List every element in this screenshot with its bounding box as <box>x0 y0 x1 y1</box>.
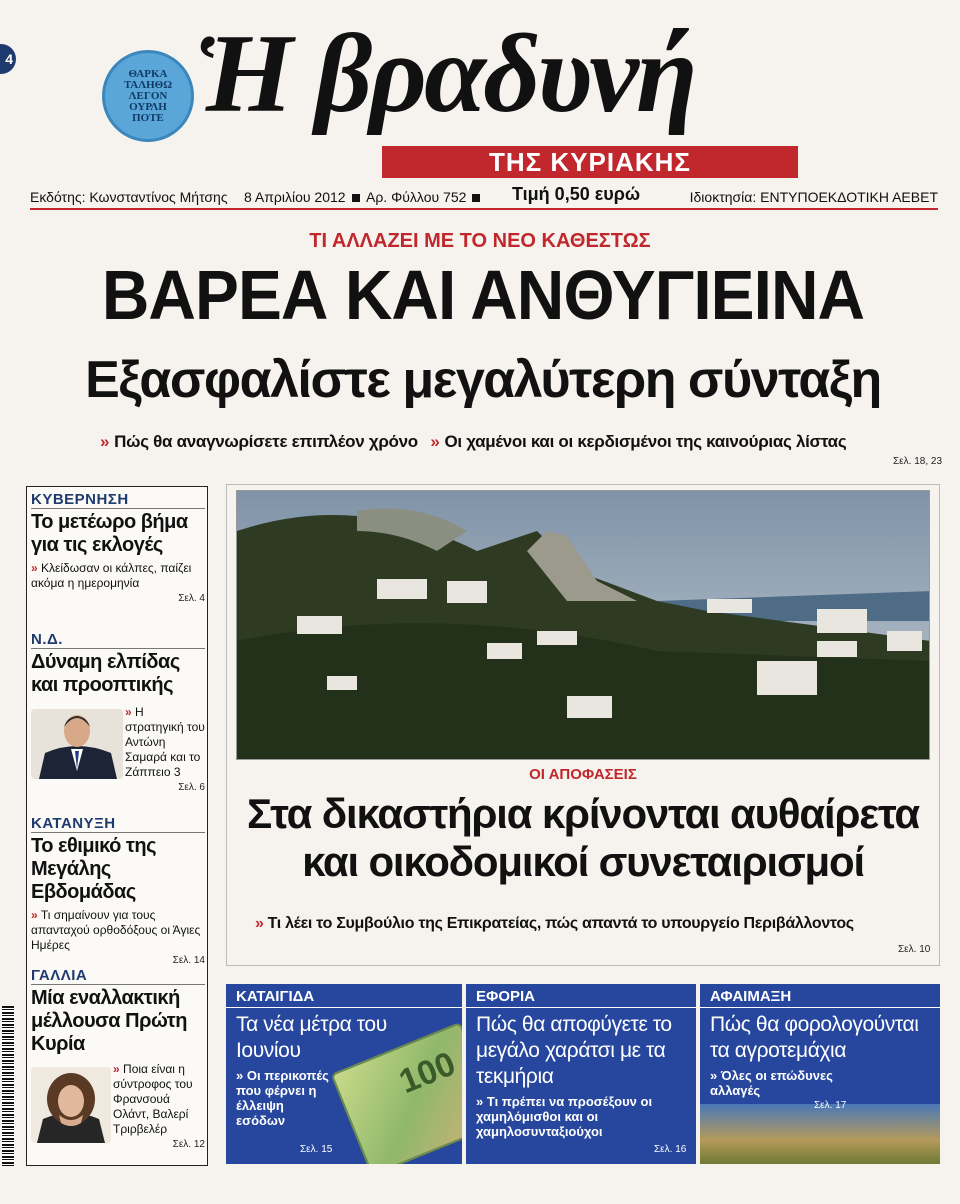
arrow-icon: » <box>710 1068 718 1083</box>
banknote-value: 100 <box>393 1044 461 1102</box>
lead-kicker: ΤΙ ΑΛΛΑΖΕΙ ΜΕ ΤΟ ΝΕΟ ΚΑΘΕΣΤΩΣ <box>309 230 651 252</box>
box-afaimaxi[interactable] <box>700 984 940 1164</box>
story-text: » Τι λέει το Συμβούλιο της Επικρατείας, πώς απαντά το υπουργείο Περιβάλλοντος <box>255 915 854 932</box>
box-eforia[interactable] <box>466 984 696 1164</box>
lead-bullets <box>100 432 846 452</box>
price: Τιμή 0,50 ευρώ <box>512 184 641 204</box>
arrow-icon: » <box>430 432 440 451</box>
section-title[interactable]: Το μετέωρο βήμα για τις εκλογές <box>31 511 188 556</box>
section-title[interactable]: Το εθιμικό της Μεγάλης Εβδομάδας <box>31 835 156 903</box>
arrow-icon: » <box>255 915 264 932</box>
box-text: » Τι πρέπει να προσέξουν οι χαμηλόμισθοι και οι χαμηλοσυνταξιούχοι <box>476 1094 653 1139</box>
issue-date: 8 Απριλίου 2012 <box>244 189 366 205</box>
farmland-image <box>700 1104 940 1164</box>
section-page-ref: Σελ. 14 <box>172 955 205 966</box>
story-title[interactable]: Στα δικαστήρια κρίνονται αυθαίρετα και οικοδομικοί συνεταιρισμοί <box>247 790 919 885</box>
newspaper-subtitle: ΤΗΣ ΚΥΡΙΑΚΗΣ <box>382 146 798 178</box>
box-title[interactable]: Πώς θα αποφύγετε το μεγάλο χαράτσι με τα τεκμήρια <box>476 1013 672 1088</box>
story-page-ref: Σελ. 10 <box>898 944 931 955</box>
story-kicker: ΟΙ ΑΠΟΦΑΣΕΙΣ <box>529 766 637 783</box>
portrait-man-photo <box>31 709 123 779</box>
section-title[interactable]: Μία εναλλακτική μέλλουσα Πρώτη Κυρία <box>31 987 187 1055</box>
arrow-icon: » <box>100 432 110 451</box>
section-category: ΚΑΤΑΝΥΞΗ <box>31 815 205 833</box>
box-page-ref: Σελ. 15 <box>300 1144 333 1155</box>
arrow-icon: » <box>125 705 132 719</box>
section-page-ref: Σελ. 4 <box>178 593 205 604</box>
masthead <box>0 0 960 215</box>
box-category: ΚΑΤΑΙΓΙΔΑ <box>226 984 462 1008</box>
square-bullet-icon <box>472 194 480 202</box>
arrow-icon: » <box>31 561 38 575</box>
section-text: » Ποια είναι η σύντροφος του Φρανσουά Ολάντ, Βαλερί Τριρβελέρ <box>113 1062 193 1136</box>
lead-bullet: Οι χαμένοι και οι κερδισμένοι της καινούριας λίστας <box>444 432 847 451</box>
section-category: ΓΑΛΛΙΑ <box>31 967 205 985</box>
box-title[interactable]: Πώς θα φορολογούνται τα αγροτεμάχια <box>710 1013 919 1062</box>
lead-subheadline[interactable]: Εξασφαλίστε μεγαλύτερη σύνταξη <box>85 351 881 409</box>
arrow-icon: » <box>31 908 38 922</box>
lead-page-ref: Σελ. 18, 23 <box>893 456 942 467</box>
issue-number: Αρ. Φύλλου 752 <box>366 189 486 205</box>
section-text: » Τι σημαίνουν για τους απανταχού ορθοδόξους οι Άγιες Ημέρες <box>31 908 201 952</box>
hillside-houses-photo[interactable] <box>236 490 930 760</box>
section-page-ref: Σελ. 12 <box>172 1139 205 1150</box>
section-category: ΚΥΒΕΡΝΗΣΗ <box>31 491 205 509</box>
newspaper-title[interactable]: Ἡ βραδυνή <box>195 12 695 136</box>
box-category: ΑΦΑΙΜΑΞΗ <box>700 984 940 1008</box>
box-category: ΕΦΟΡΙΑ <box>466 984 696 1008</box>
square-bullet-icon <box>352 194 360 202</box>
box-text: » Οι περικοπές που φέρνει η έλλειψη εσόδων <box>236 1068 329 1128</box>
section-text: » Κλείδωσαν οι κάλπες, παίζει ακόμα η ημερομηνία <box>31 561 192 590</box>
box-title[interactable]: Τα νέα μέτρα του Ιουνίου <box>236 1013 387 1062</box>
info-bar <box>30 186 938 210</box>
box-page-ref: Σελ. 16 <box>654 1144 687 1155</box>
sidebar-section[interactable] <box>31 491 205 604</box>
publisher: Εκδότης: Κωνσταντίνος Μήτσης <box>30 189 228 205</box>
arrow-icon: » <box>236 1068 244 1083</box>
box-kataigida[interactable] <box>226 984 462 1164</box>
sidebar-section[interactable] <box>31 967 205 1150</box>
lead-bullet: Πώς θα αναγνωρίσετε επιπλέον χρόνο <box>114 432 418 451</box>
box-text: » Όλες οι επώδυνες αλλαγές <box>710 1068 833 1098</box>
section-category: Ν.Δ. <box>31 631 205 649</box>
barcode <box>2 1006 14 1166</box>
portrait-woman-photo <box>31 1067 111 1143</box>
owner: Ιδιοκτησία: ΕΝΤΥΠΟΕΚΔΟΤΙΚΗ ΑΕΒΕΤ <box>689 189 938 205</box>
arrow-icon: » <box>113 1062 120 1076</box>
sidebar-section[interactable] <box>31 815 205 966</box>
section-title[interactable]: Δύναμη ελπίδας και προοπτικής <box>31 651 180 696</box>
section-page-ref: Σελ. 6 <box>178 782 205 793</box>
box-page-ref: Σελ. 17 <box>814 1100 847 1111</box>
lead-headline[interactable]: ΒΑΡΕΑ ΚΑΙ ΑΝΘΥΓΙΕΙΝΑ <box>101 256 865 334</box>
coin-logo: ΘΑΡΚΑ ΤΑΛΗΘΩ ΛΕΓΟΝ ΟΥΡΛΗ ΠΟΤΕ <box>102 50 194 142</box>
page-number-badge: 4 <box>0 44 16 74</box>
sidebar-section[interactable] <box>31 631 205 793</box>
sidebar <box>26 486 208 1166</box>
arrow-icon: » <box>476 1094 484 1109</box>
section-text: » Η στρατηγική του Αντώνη Σαμαρά και το Ζάππειο 3 <box>125 705 205 779</box>
